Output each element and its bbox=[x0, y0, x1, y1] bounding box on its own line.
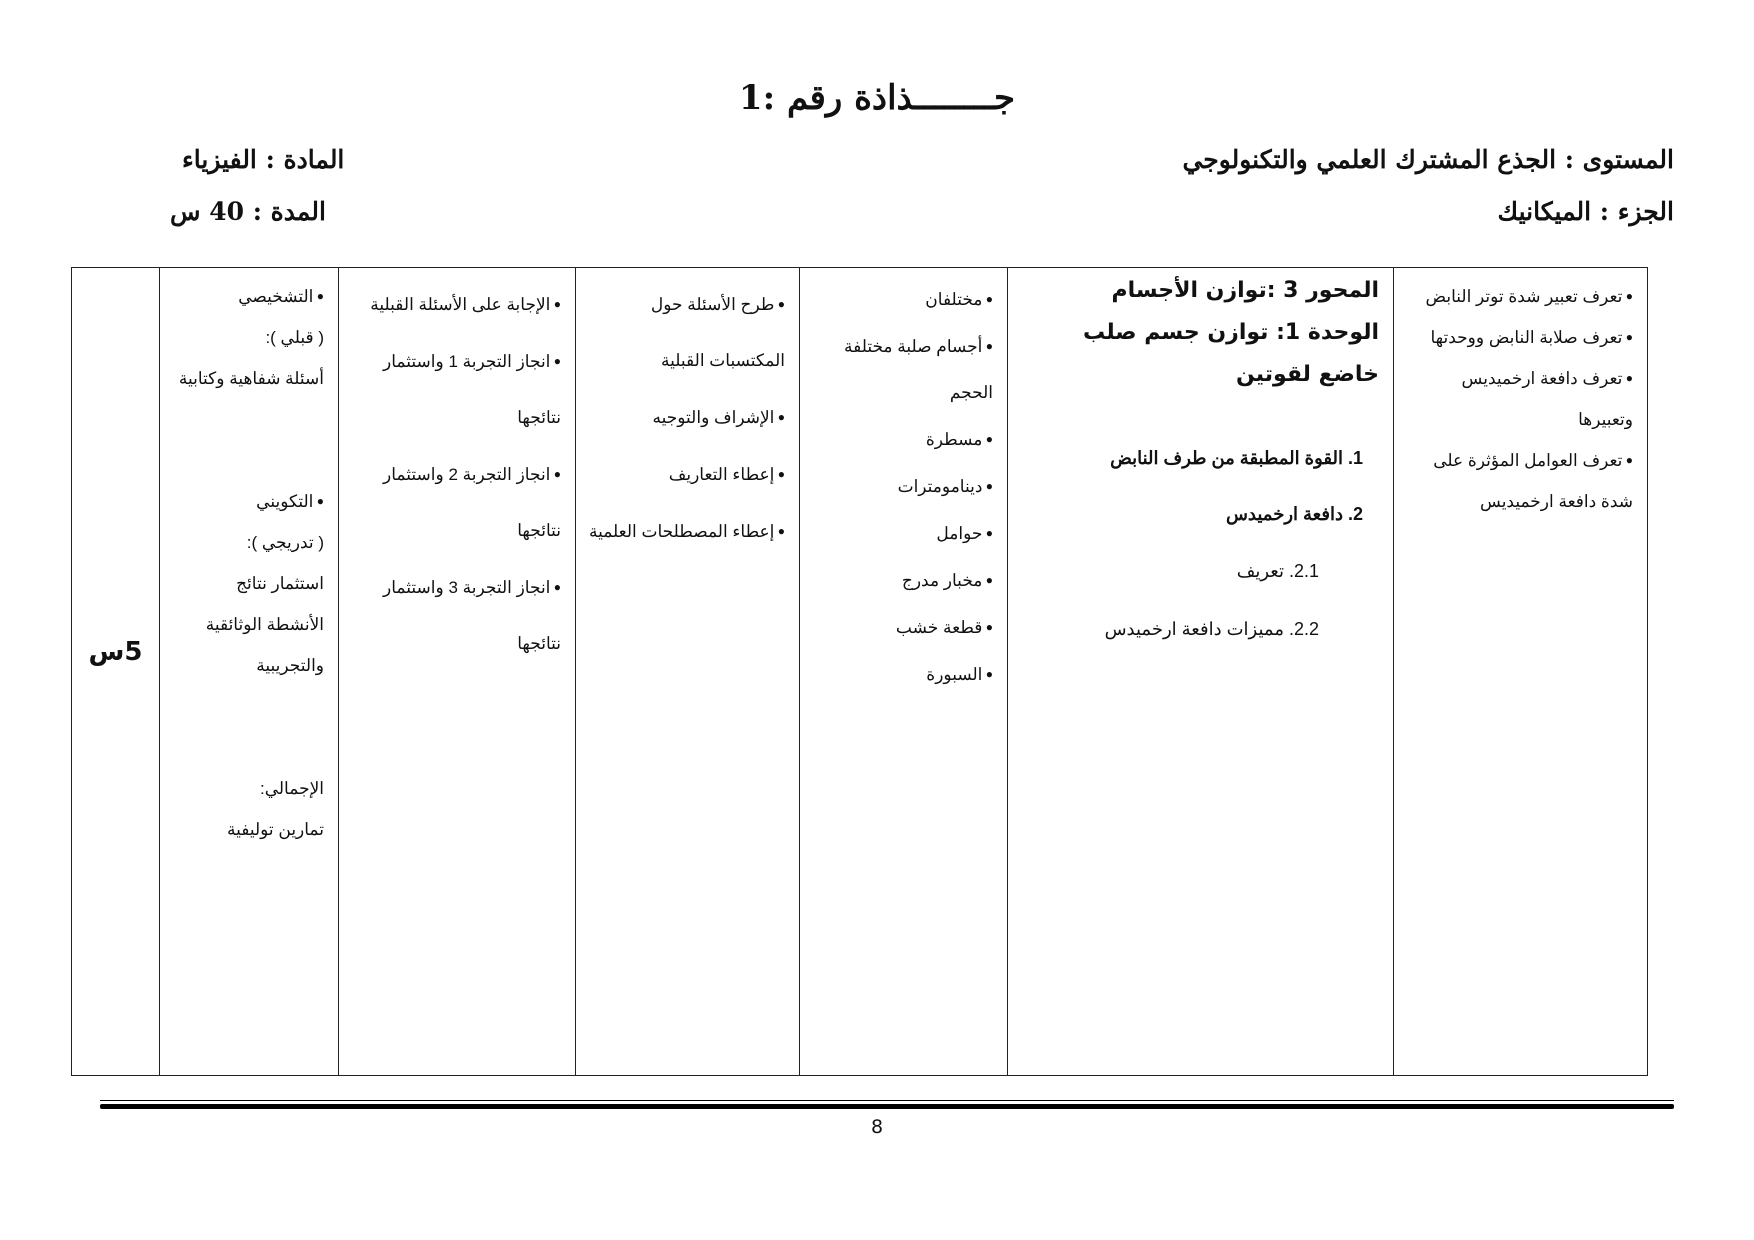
student-activity: ● الإجابة على الأسئلة القبلية bbox=[351, 276, 561, 333]
subject-label: المادة : الفيزياء bbox=[182, 145, 345, 174]
evaluation-diagnostic: ● التشخيصي bbox=[172, 276, 324, 317]
objective-item: ● تعرف تعبير شدة توتر النابض bbox=[1406, 276, 1633, 317]
content-subitem: 2.1. تعريف bbox=[1236, 561, 1319, 581]
content-cell bbox=[1008, 268, 1394, 1076]
footer-rule bbox=[100, 1100, 1674, 1101]
student-activity: ● انجاز التجربة 1 واستثمار نتائجها bbox=[351, 333, 561, 446]
content-subitem: 2.2. مميزات دافعة ارخميدس bbox=[1104, 619, 1319, 639]
evaluation-summative-desc: تمارين توليفية bbox=[226, 820, 324, 839]
material-item: ● مخبار مدرج bbox=[812, 557, 993, 604]
material-item: ● دينامومترات bbox=[812, 463, 993, 510]
material-item: ● حوامل bbox=[812, 510, 993, 557]
evaluation-formative-desc: الأنشطة الوثائقية bbox=[205, 615, 324, 634]
student-activity: ● انجاز التجربة 2 واستثمار نتائجها bbox=[351, 446, 561, 559]
evaluation-formative-desc: والتجريبية bbox=[256, 656, 324, 675]
teacher-activity: ● طرح الأسئلة حول المكتسبات القبلية bbox=[588, 276, 785, 389]
material-item: ● أجسام صلبة مختلفة الحجم bbox=[812, 323, 993, 416]
evaluation-formative-note: ( تدريجي ): bbox=[246, 533, 324, 552]
duration-label: المدة : 40 س bbox=[170, 197, 326, 226]
evaluation-formative-desc: استثمار نتائج bbox=[236, 574, 324, 593]
objectives-cell bbox=[1394, 268, 1648, 1076]
student-activity: ● انجاز التجربة 3 واستثمار نتائجها bbox=[351, 559, 561, 672]
evaluation-formative: ● التكويني bbox=[172, 481, 324, 522]
content-item: 2. دافعة ارخميدس bbox=[1225, 504, 1363, 524]
evaluation-diagnostic-note: ( قبلي ): bbox=[265, 328, 324, 347]
part-label: الجزء : الميكانيك bbox=[1497, 197, 1674, 226]
teacher-activity: ● الإشراف والتوجيه bbox=[588, 389, 785, 446]
axis-title: المحور 3 :توازن الأجسام bbox=[1111, 278, 1379, 303]
teacher-activity: ● إعطاء التعاريف bbox=[588, 446, 785, 503]
teacher-activity: ● إعطاء المصطلحات العلمية bbox=[588, 503, 785, 560]
material-item: ● مختلفان bbox=[812, 276, 993, 323]
objective-item: ● تعرف صلابة النابض ووحدتها bbox=[1406, 317, 1633, 358]
evaluation-cell bbox=[160, 268, 339, 1076]
student-activities-cell bbox=[339, 268, 576, 1076]
teacher-activities-cell bbox=[576, 268, 800, 1076]
evaluation-summative: الإجمالي: bbox=[259, 779, 324, 798]
material-item: ● قطعة خشب bbox=[812, 604, 993, 651]
evaluation-diagnostic-desc: أسئلة شفاهية وكتابية bbox=[178, 369, 324, 388]
level-label: المستوى : الجذع المشترك العلمي والتكنولوجي bbox=[1182, 145, 1674, 174]
time-cell bbox=[72, 268, 160, 1076]
page-number: 8 bbox=[870, 1116, 884, 1138]
materials-cell bbox=[800, 268, 1008, 1076]
lesson-plan-table bbox=[71, 267, 1648, 1076]
material-item: ● السبورة bbox=[812, 651, 993, 698]
objective-item: ● تعرف دافعة ارخميديس وتعبيرها bbox=[1406, 358, 1633, 440]
unit-title: الوحدة 1: توازن جسم صلب خاضع لقوتين bbox=[1083, 320, 1379, 387]
footer-rule-thick bbox=[100, 1104, 1674, 1109]
objective-item: ● تعرف العوامل المؤثرة على شدة دافعة ارخميديس bbox=[1406, 440, 1633, 522]
document-title: جــــــــذاذة رقم :1 bbox=[738, 78, 1016, 118]
time-value: 5س bbox=[88, 636, 143, 667]
material-item: ● مسطرة bbox=[812, 416, 993, 463]
content-item: 1. القوة المطبقة من طرف النابض bbox=[1110, 448, 1363, 468]
